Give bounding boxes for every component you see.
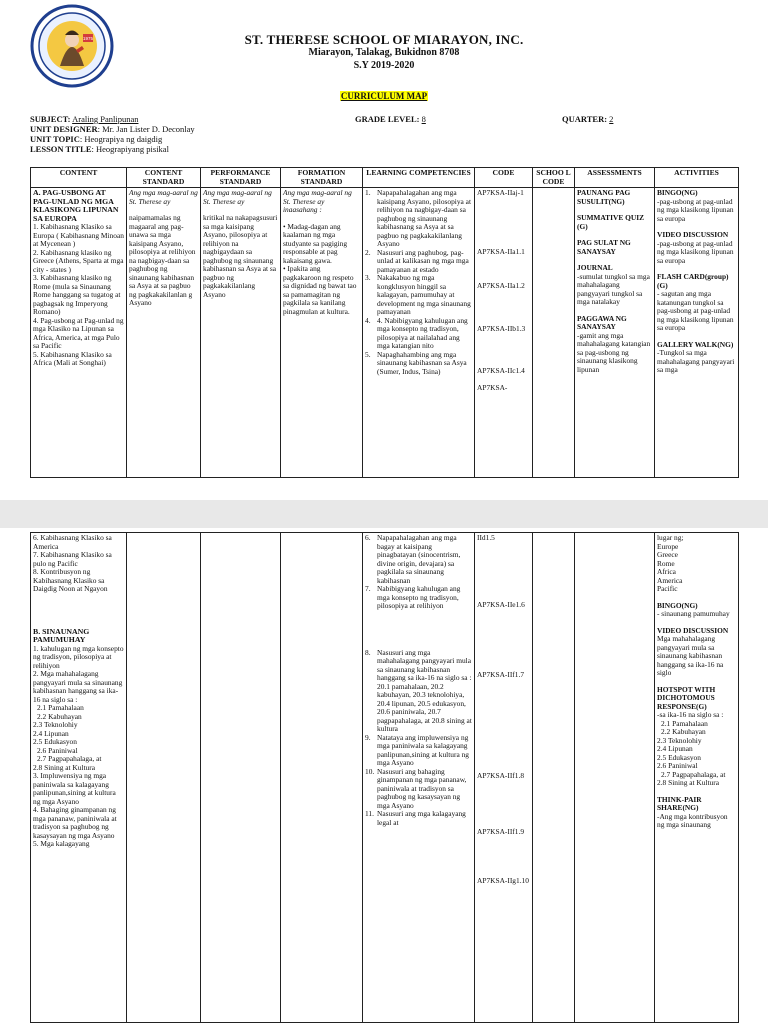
- code-value: AP7KSA-IIaj-1: [477, 188, 524, 197]
- code-value: AP7KSA-IIb1.3: [477, 323, 526, 333]
- content-item: 8. Kontribusyon ng Kabihasnang Klasiko sa Daigdig Noon at Ngayon: [33, 567, 108, 593]
- content-item: 2. Mga mahahalagang pangyayari mula sa sinaunang kabihasnan hanggang sa ika-16 na siglo sa :: [33, 669, 123, 704]
- activity-text: - sinaunang pamumuhay: [657, 609, 730, 618]
- content-cell: [31, 188, 127, 478]
- assessment-title: JOURNAL: [577, 263, 613, 272]
- code-value: AP7KSA-IIf1.7: [477, 670, 525, 679]
- table-row: [31, 188, 739, 478]
- topic-row: UNIT TOPIC: Heograpiya ng daigdig: [30, 134, 163, 144]
- content-standard-cell: [127, 533, 201, 1023]
- content-item: 5. Kabihasnang Klasiko sa Africa (Mali at Songhai): [33, 349, 112, 367]
- activity-text: -pag-usbong at pag-unlad ng mga klasikong lipunan sa europa: [657, 196, 734, 223]
- content-item: 2.6 Paniniwal: [37, 745, 78, 755]
- activity-text: Rome: [657, 558, 675, 568]
- learning-competencies-cell: [363, 188, 475, 478]
- content-item: 3. Kabihasnang klasiko ng Rome (mula sa Sinaunang Rome hanggang sa tugatog at pagbagsak ng Imperyong Romano): [33, 273, 121, 316]
- quarter: QUARTER: 2: [562, 114, 614, 124]
- formation-item: • Madag-dagan ang kaalaman ng mga studyante sa pagiging responsable at pag kakaisang gawa.: [283, 221, 348, 265]
- school-code-cell: [533, 533, 575, 1023]
- col-header: LEARNING COMPETENCIES: [363, 168, 475, 188]
- activities-cell: [655, 533, 739, 1023]
- content-item: 3. Impluwensiya ng mga paniniwala sa kalagayang panlipunan,sining at kultura ng mga Asyano: [33, 771, 116, 806]
- activity-title: THINK-PAIR SHARE(NG): [657, 794, 702, 812]
- code-cell: [475, 533, 533, 1023]
- formation-standard-cell: [281, 533, 363, 1023]
- activity-text: Africa: [657, 567, 676, 576]
- content-standard-cell: [127, 188, 201, 478]
- content-item: 7. Kabihasnang Klasiko sa pulo ng Pacific: [33, 550, 112, 568]
- activity-text: -Tungkol sa mga mahahalagang pangyayari sa mga: [657, 348, 735, 374]
- table-header-row: [31, 168, 739, 188]
- code-value: AP7KSA-: [477, 382, 508, 392]
- activity-text: Mga mahahalagang pangyayari mula sa sinaunang kabihasnan hanggang sa ika-16 na siglo: [657, 634, 724, 677]
- content-cell: [31, 533, 127, 1023]
- activity-text: 2.3 Teknolohiy: [657, 735, 702, 745]
- table-row: [31, 533, 739, 1023]
- content-item: 2.1 Pamahalaan: [37, 703, 84, 712]
- content-item: 2.2 Kabuhayan: [37, 711, 82, 721]
- col-header: FORMATION STANDARD: [281, 168, 363, 188]
- activity-text: Pacific: [657, 584, 678, 593]
- standard-text: naipamamalas ng magaaral ang pag-unawa sa mga kaisipang Asyano, pilosopiya at relihiyon na nagbigay-daan sa paghubog ng sinaunang kabihasnan sa Asya at sa pagbuo ng pagkakakilanlan g Asyano: [129, 213, 196, 307]
- school-name: ST. THERESE SCHOOL OF MIARAYON, INC.: [244, 32, 524, 47]
- curriculum-table-page2: [30, 532, 739, 1023]
- activity-text: 2.5 Edukasyon: [657, 752, 701, 762]
- activity-title: BINGO(NG): [657, 600, 698, 610]
- school-year: S.Y 2019-2020: [353, 60, 415, 71]
- content-item: 2.4 Lipunan: [33, 728, 69, 738]
- content-section-title: A. PAG-USBONG AT PAG-UNLAD NG MGA KLASIKONG LIPUNAN SA EUROPA: [33, 188, 119, 223]
- formation-item: • Ipakita ang pagkakaroon ng respeto sa dignidad ng bawat tao sa pamamagitan ng pagkilala sa kanilang pinagmulan at kultura.: [283, 264, 357, 316]
- document-title: CURRICULUM MAP: [340, 91, 428, 101]
- activity-title: VIDEO DISCUSSION: [657, 625, 729, 635]
- school-address: Miarayon, Talakag, Bukidnon 8708: [308, 47, 460, 58]
- code-value: IId1.5: [477, 533, 495, 542]
- competency-item: 9. Natataya ang impluwensiya ng mga paniniwala sa kalagayang panlipunan,sining at kultura ng mga Asyano: [365, 732, 469, 767]
- content-item: 2.3 Teknolohiy: [33, 720, 78, 729]
- content-item: 1. kahulugan ng mga konsepto ng tradisyon, pilosopiya at relihiyon: [33, 643, 124, 670]
- assessment-title: SUMMATIVE QUIZ (G): [577, 213, 644, 231]
- competency-item: 4. 4. Nabibigyang kahulugan ang mga konsepto ng tradisyon, pilosopiya at nailalahad ang mga katangian nito: [365, 315, 468, 350]
- activity-text: 2.6 Paniniwal: [657, 761, 698, 770]
- activity-title: VIDEO DISCUSSION: [657, 230, 729, 239]
- col-header: CODE: [475, 168, 533, 188]
- content-item: 5. Mga kalagayang: [33, 839, 90, 848]
- curriculum-table-page1: [30, 167, 739, 478]
- activity-text: 2.8 Sining at Kultura: [657, 778, 719, 787]
- standard-intro: Ang mga mag-aaral ng St. Therese ay: [129, 188, 198, 206]
- page-one: [0, 0, 768, 500]
- col-header: CONTENT: [31, 168, 127, 188]
- grade-level: GRADE LEVEL: 8: [355, 114, 426, 124]
- activity-title: HOTSPOT WITH DICHOTOMOUS RESPONSE(G): [657, 684, 716, 711]
- learning-competencies-cell: [363, 533, 475, 1023]
- page-two: [0, 528, 768, 1024]
- code-value: AP7KSA-IIf1.8: [477, 770, 525, 780]
- competency-item: 6. Napapahalagahan ang mga bagay at kaisipang pinagbatayan (sinocentrism, divine origin, devajara) sa pagkilala sa sinaunang kabihasnan: [365, 533, 461, 585]
- activity-text: -sa ika-16 na siglo sa :: [657, 710, 724, 719]
- standard-intro: Ang mga mag-aaral ng St. Therese ay: [203, 188, 272, 206]
- competency-item: 7. Nabibigyang kahulugan ang mga konsepto ng tradisyon, pilosopiya at relihiyon: [365, 584, 461, 610]
- col-header: SCHOO L CODE: [533, 168, 575, 188]
- performance-standard-cell: [201, 533, 281, 1023]
- content-item: 1. Kabihasnang Klasiko sa Europa ( Kabihasnang Minoan at Mycenean ): [33, 222, 124, 248]
- activity-text: - sagutan ang mga katanungan tungkol sa pag-usbong at pag-unlad ng mga klasikong lipunan sa europa: [657, 289, 734, 332]
- activity-text: lugar ng;: [657, 533, 684, 542]
- activity-text: 2.4 Lipunan: [657, 744, 693, 753]
- content-item: 2. Kabihasnang klasiko ng Greece (Athens, Sparta at mga city - states ): [33, 247, 124, 274]
- competency-item: 5. Napaghahambing ang mga sinaunang kabihasnan sa Asya (Sumer, Indus, Tsina): [365, 349, 467, 376]
- formation-standard-cell: [281, 188, 363, 478]
- col-header: CONTENT STANDARD: [127, 168, 201, 188]
- activity-text: Greece: [657, 550, 678, 559]
- assessment-text: -gamit ang mga mahahalagang katangian sa pag-usbong ng sinaunang klasikong lipunan: [577, 330, 651, 374]
- content-item: 2.5 Edukasyon: [33, 737, 77, 746]
- activity-title: BINGO(NG): [657, 188, 698, 197]
- activity-text: America: [657, 575, 683, 585]
- code-value: AP7KSA-IIe1.6: [477, 599, 525, 609]
- standard-intro: Ang mga mag-aaral ng St. Therese ay inaasahang :: [283, 188, 352, 214]
- code-value: AP7KSA-IIa1.2: [477, 281, 525, 290]
- competency-item: 11. Nasusuri ang mga kalagayang legal at: [365, 809, 466, 827]
- standard-text: kritikal na nakapagsusuri sa mga kaisipang Asyano, pilosopiya at relihiyon na nagbigaydaan sa paghubog ng sinaunang kabihasnan sa Asya at sa pagbuo ng pagkakakilanlang Asyano: [203, 213, 278, 299]
- activity-text: 2.7 Pagpapahalaga, at: [661, 769, 726, 779]
- assessments-cell: [575, 188, 655, 478]
- competency-item: 1. Napapahalagahan ang mga kaisipang Asyano, pilosopiya at relihiyon na nagbigay-daan sa paghubog ng sinaunang kabihasnang sa Asya at sa pagbuo ng pagkakakilanlang Asyano: [365, 188, 472, 248]
- activities-cell: [655, 188, 739, 478]
- assessments-cell: [575, 533, 655, 1023]
- competency-item: 8. Nasusuri ang mga mahahalagang pangyayari mula sa sinaunang kabihasnan hanggang sa ika-16 na siglo sa : 20.1 pamahalaan, 20.2 kabuhayan, 20.3 teknolohiya, 20.4 lipunan, 20.5 edukasyon, 20.6 paniniwala, 20.7 pagpapahalaga, at 20.8 sining at kultura: [365, 647, 472, 733]
- assessment-text: -sumulat tungkol sa mga mahahalagang pangyayari tungkol sa mga natalakay: [577, 271, 650, 306]
- activity-text: 2.2 Kabuhayan: [661, 727, 706, 736]
- code-value: AP7KSA-IIc1.4: [477, 366, 525, 375]
- activity-text: 2.1 Pamahalaan: [661, 718, 708, 728]
- svg-text:1975: 1975: [82, 36, 94, 41]
- activity-text: Europe: [657, 541, 679, 551]
- page-gap: [0, 500, 768, 528]
- competency-item: 3. Nakakabuo ng mga kongklusyon hinggil sa kalagayan, pamumuhay at development ng mga sinaunang pamayanan: [365, 273, 471, 316]
- assessment-title: PAG SULAT NG SANAYSAY: [577, 238, 631, 256]
- school-code-cell: [533, 188, 575, 478]
- col-header: ACTIVITIES: [655, 168, 739, 188]
- activity-title: FLASH CARD(group)(G): [657, 272, 729, 290]
- competency-item: 10. Nasusuri ang bahaging ginampanan ng mga pananaw, paniniwala at tradisyon sa paghubog ng kasaysayan ng mga Asyano: [365, 766, 467, 810]
- code-value: AP7KSA-IIa1.1: [477, 246, 525, 256]
- content-item: 4. Pag-usbong at Pag-unlad ng mga Klasiko na Lipunan sa Africa, America, at mga Pulo sa Pacific: [33, 315, 124, 350]
- content-item: 2.8 Sining at Kultura: [33, 762, 95, 772]
- activity-title: GALLERY WALK(NG): [657, 339, 734, 349]
- content-item: 2.7 Pagpapahalaga, at: [37, 754, 102, 763]
- content-section-title: B. SINAUNANG PAMUMUHAY: [33, 626, 90, 644]
- content-item: 6. Kabihasnang Klasiko sa America: [33, 533, 112, 551]
- lesson-row: LESSON TITLE: Heograpiyang pisikal: [30, 144, 169, 154]
- code-value: AP7KSA-IIg1.10: [477, 875, 529, 885]
- code-cell: [475, 188, 533, 478]
- content-item: 4. Bahaging ginampanan ng mga pananaw, paniniwala at tradisyon sa paghubog ng kasaysayan ng mga Asyano: [33, 805, 117, 840]
- assessment-title: PAGGAWA NG SANAYSAY: [577, 313, 627, 331]
- performance-standard-cell: [201, 188, 281, 478]
- subject-value: Araling Panlipunan: [72, 114, 139, 124]
- designer-row: UNIT DESIGNER: Mr. Jan Lister D. Deconlay: [30, 124, 195, 134]
- activity-text: -pag-usbong at pag-unlad ng mga klasikong lipunan sa europa: [657, 238, 734, 265]
- assessment-title: PAUNANG PAG SUSULIT(NG): [577, 188, 631, 206]
- subject-row: SUBJECT: Araling Panlipunan: [30, 114, 139, 124]
- code-value: AP7KSA-IIf1.9: [477, 827, 525, 836]
- competency-item: 2. Nasusuri ang paghubog, pag-unlad at kalikasan ng mga mga pamayanan at estado: [365, 247, 469, 274]
- col-header: ASSESSMENTS: [575, 168, 655, 188]
- col-header: PERFORMANCE STANDARD: [201, 168, 281, 188]
- activity-text: -Ang mga kontribusyon ng mga sinaunang: [657, 811, 728, 829]
